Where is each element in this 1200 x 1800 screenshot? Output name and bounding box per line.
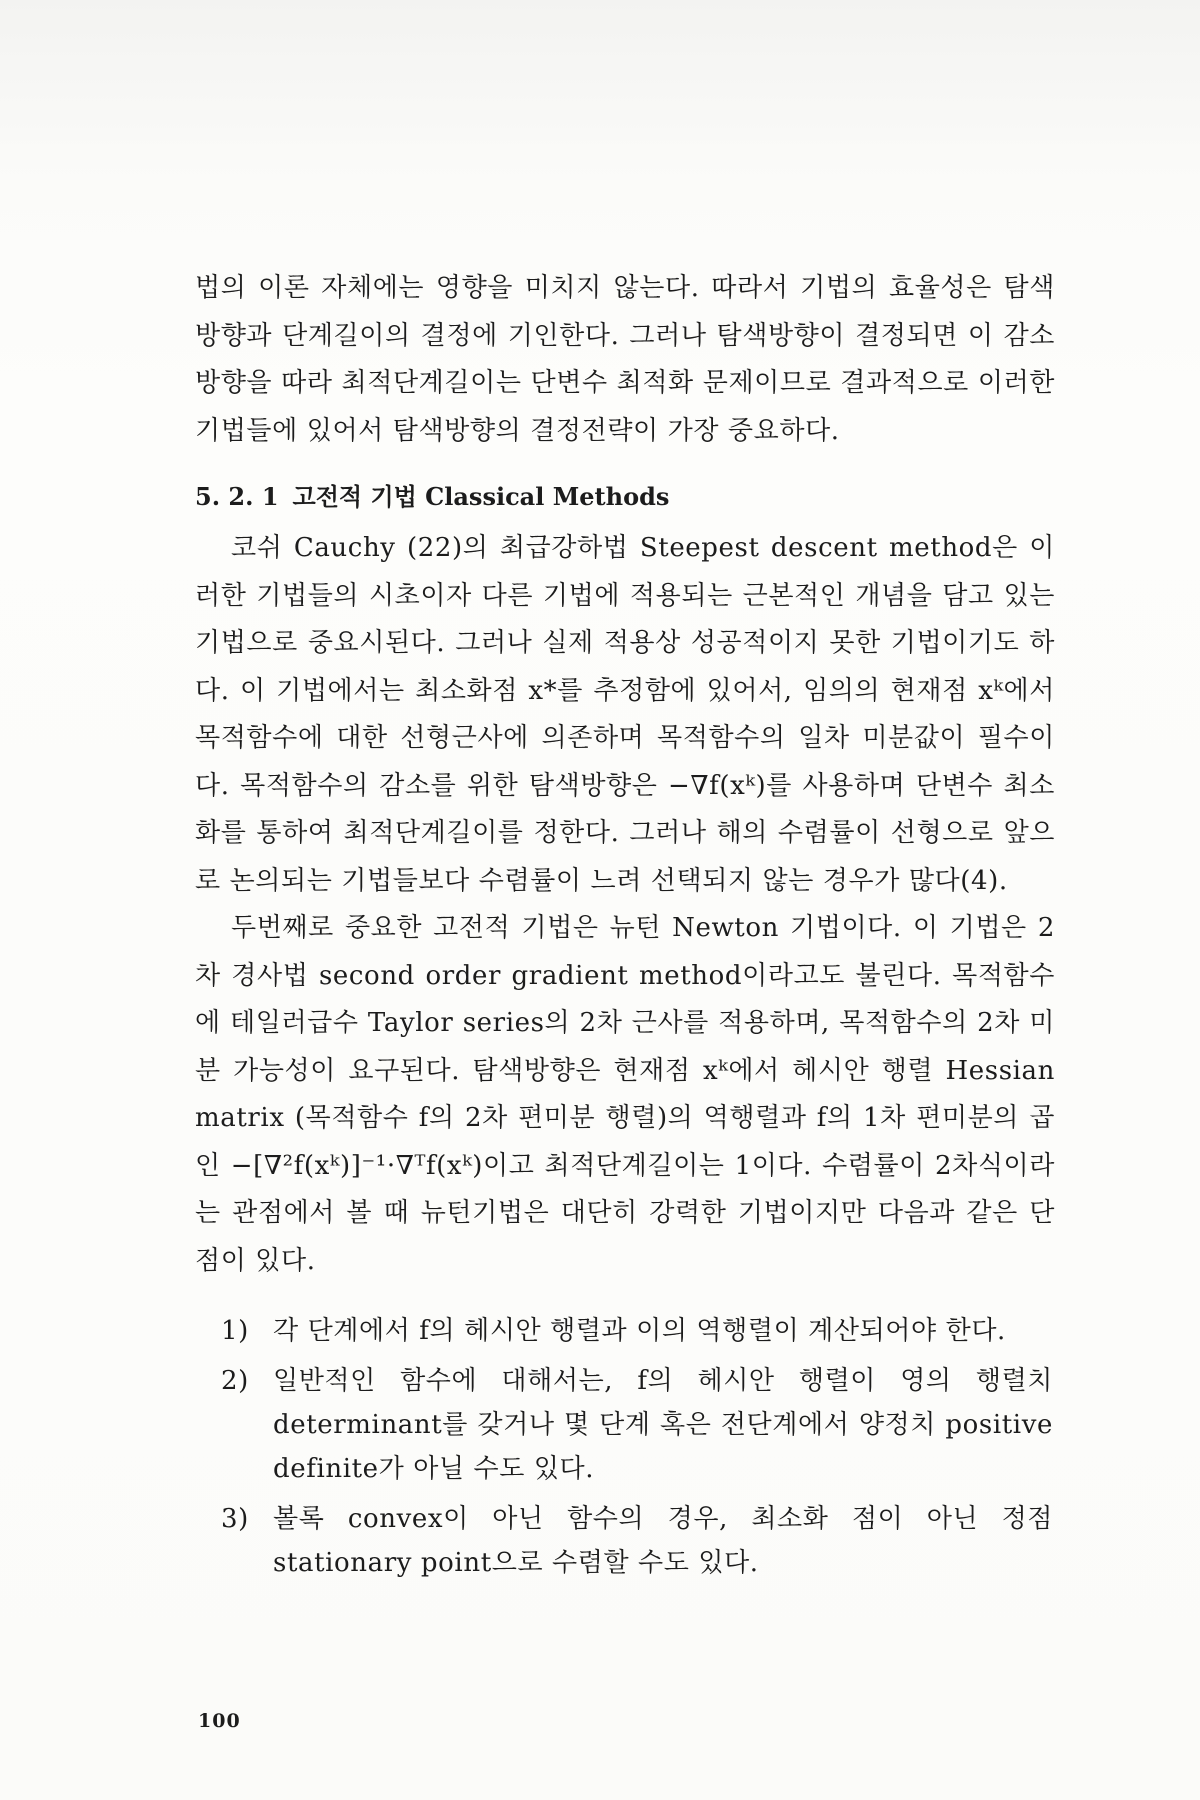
list-item (195, 1309, 1055, 1353)
text-column (195, 265, 1055, 1591)
list-item-number: 2) (221, 1366, 249, 1396)
list-item-text: 볼록 convex이 아닌 함수의 경우, 최소화 점이 아닌 정점 stationary point으로 수렴할 수도 있다. (273, 1504, 1053, 1578)
list-item (195, 1359, 1055, 1491)
intro-paragraph: 법의 이론 자체에는 영향을 미치지 않는다. 따라서 기법의 효율성은 탐색방향과 단계길이의 결정에 기인한다. 그러나 탐색방향이 결정되면 이 감소방향을 따라 최적단계길이는 단변수 최적화 문제이므로 결과적으로 이러한 기법들에 있어서 탐색방향의 결정전략이 가장 중요하다. (195, 273, 1055, 446)
list-item-number: 3) (221, 1504, 249, 1534)
list-item (195, 1497, 1055, 1585)
list-item-text: 일반적인 함수에 대해서는, f의 헤시안 행렬이 영의 행렬치 determinant를 갖거나 몇 단계 혹은 전단계에서 양정치 positive definite가 아닐 수도 있다. (273, 1366, 1053, 1484)
cauchy-paragraph: 코쉬 Cauchy (22)의 최급강하법 Steepest descent method은 이러한 기법들의 시초이자 다른 기법에 적용되는 근본적인 개념을 담고 있는 기법으로 중요시된다. 그러나 실제 적용상 성공적이지 못한 기법이기도 하다. 이 기법에서는 최소화점 x*를 추정함에 있어서, 임의의 현재점 xᵏ에서 목적함수에 대한 선형근사에 의존하며 목적함수의 일차 미분값이 필수이다. 목적함수의 감소를 위한 탐색방향은 −∇f(xᵏ)를 사용하며 단변수 최소화를 통하여 최적단계길이를 정한다. 그러나 해의 수렴률이 선형으로 앞으로 논의되는 기법들보다 수렴률이 느려 선택되지 않는 경우가 많다(4). (195, 533, 1055, 896)
drawbacks-list (195, 1309, 1055, 1585)
list-item-text: 각 단계에서 f의 헤시안 행렬과 이의 역행렬이 계산되어야 한다. (273, 1316, 1006, 1346)
newton-paragraph: 두번째로 중요한 고전적 기법은 뉴턴 Newton 기법이다. 이 기법은 2차 경사법 second order gradient method이라고도 불린다. 목적함수에 테일러급수 Taylor series의 2차 근사를 적용하며, 목적함수의 2차 미분 가능성이 요구된다. 탐색방향은 현재점 xᵏ에서 헤시안 행렬 Hessian matrix (목적함수 f의 2차 편미분 행렬)의 역행렬과 f의 1차 편미분의 곱인 −[∇²f(xᵏ)]⁻¹·∇ᵀf(xᵏ)이고 최적단계길이는 1이다. 수렴률이 2차식이라는 관점에서 볼 때 뉴턴기법은 대단히 강력한 기법이지만 다음과 같은 단점이 있다. (195, 913, 1055, 1276)
section-title: 고전적 기법 Classical Methods (292, 482, 670, 511)
list-item-number: 1) (221, 1316, 249, 1346)
section-number: 5. 2. 1 (195, 482, 279, 511)
page-number: 100 (198, 1710, 241, 1732)
section-heading (195, 477, 1055, 517)
